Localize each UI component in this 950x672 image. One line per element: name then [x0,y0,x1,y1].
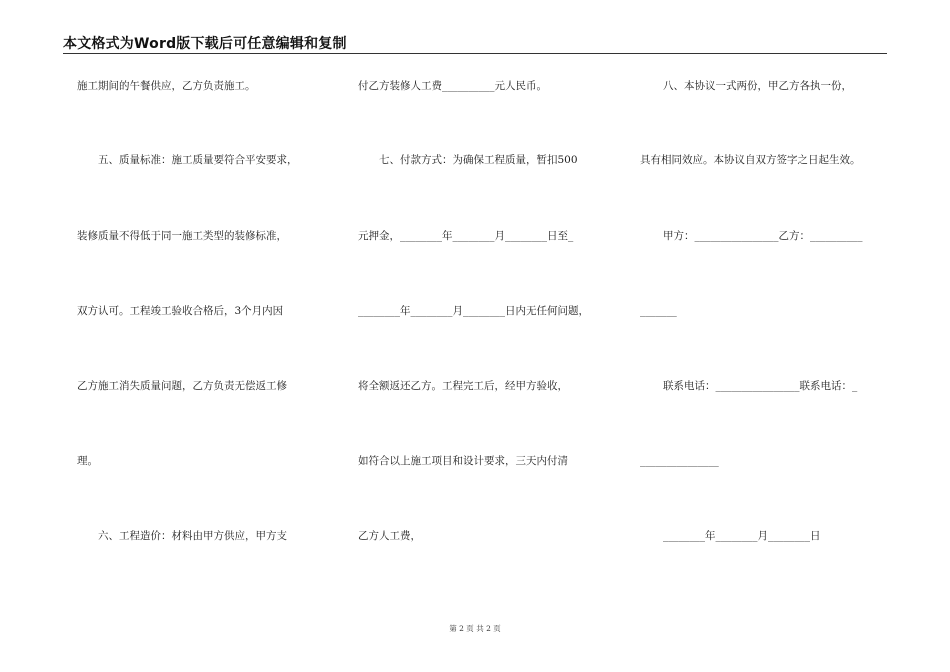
document-header-title: 本文格式为Word版下载后可任意编辑和复制 [63,36,347,52]
header-divider [63,53,887,54]
text-line: 乙方人工费， [358,530,421,542]
contact-phone-line: 联系电话：________________联系电话：_ [663,380,858,392]
text-line: 双方认可。工程竣工验收合格后，3个月内因 [77,305,284,317]
text-line: 装修质量不得低于同一施工类型的装修标准， [77,230,287,242]
text-line: 七、付款方式：为确保工程质量，暂扣500 [379,154,578,166]
text-line: 元押金，________年________月________日至_ [358,230,574,242]
text-line: 付乙方装修人工费__________元人民币。 [358,80,547,92]
signature-parties-line: 甲方：________________乙方：__________ [663,230,863,242]
text-line: 八、本协议一式两份，甲乙方各执一份， [663,80,852,92]
signature-date-line: ________年________月________日 [663,530,821,542]
text-line: 理。 [77,455,98,467]
text-line: 施工期间的午餐供应，乙方负责施工。 [77,80,256,92]
text-line: 将全额返还乙方。工程完工后，经甲方验收， [358,380,568,392]
page-number: 第 2 页 共 2 页 [449,624,501,633]
text-line: _______________ [640,455,719,467]
text-line: ________年________月________日内无任何问题， [358,305,589,317]
text-line: 五、质量标准：施工质量要符合平安要求， [98,154,298,166]
text-line: 六、工程造价：材料由甲方供应，甲方支 [98,530,287,542]
text-line: _______ [640,305,677,317]
text-line: 乙方施工消失质量问题，乙方负责无偿返工修 [77,380,287,392]
text-line: 如符合以上施工项目和设计要求，三天内付清 [358,455,568,467]
text-line: 具有相同效应。本协议自双方签字之日起生效。 [640,154,861,166]
